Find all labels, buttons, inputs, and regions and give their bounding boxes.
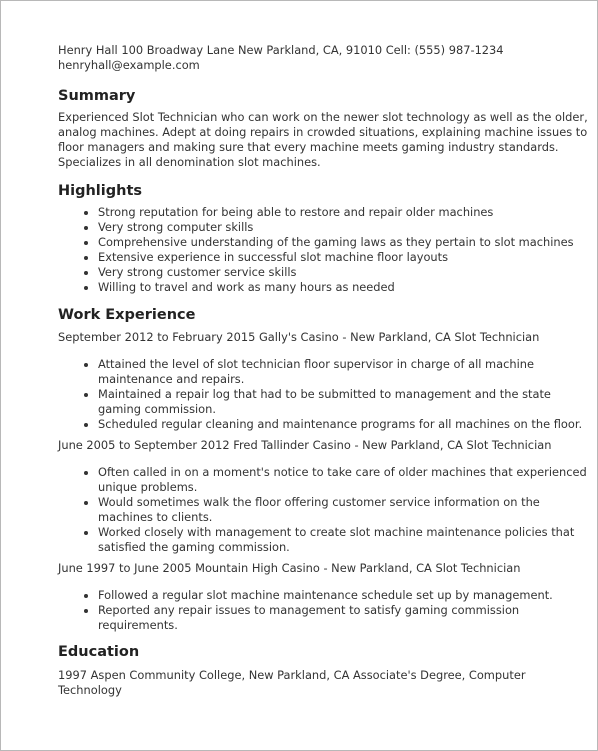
contact-info: Henry Hall 100 Broadway Lane New Parkland, CA, 91010 Cell: (555) 987-1234 bbox=[58, 43, 504, 57]
job-duty: • Followed a regular slot machine maintenance schedule set up by management. bbox=[98, 588, 590, 603]
job-header: September 2012 to February 2015 Gally's Casino - New Parkland, CA Slot Technician bbox=[58, 330, 540, 344]
highlight-item: • Very strong customer service skills bbox=[98, 265, 590, 280]
work-experience-heading: Work Experience bbox=[58, 307, 196, 323]
job-header: June 2005 to September 2012 Fred Tallinder Casino - New Parkland, CA Slot Technician bbox=[58, 438, 552, 452]
education-entry: 1997 Aspen Community College, New Parkland, CA Associate's Degree, Computer Technology bbox=[58, 668, 526, 697]
job-duty: • Reported any repair issues to management to satisfy gaming commission requirements. bbox=[98, 603, 590, 633]
highlight-item: • Very strong computer skills bbox=[98, 220, 590, 235]
job-duties-list bbox=[58, 465, 590, 555]
summary-text: Experienced Slot Technician who can work on the newer slot technology as well as the older, analog machines. Adept at doing repairs in crowded situations, explaining machine issues to floor managers and making sure that every machine meets gaming industry standards. Specializes in all denomination slot machines. bbox=[58, 110, 588, 169]
job-duties-list bbox=[58, 588, 590, 633]
contact-email: henryhall@example.com bbox=[58, 58, 200, 72]
highlight-item: • Willing to travel and work as many hours as needed bbox=[98, 280, 590, 295]
highlight-item: • Extensive experience in successful slot machine floor layouts bbox=[98, 250, 590, 265]
job-duty: • Worked closely with management to create slot machine maintenance policies that satisfied the gaming commission. bbox=[98, 525, 590, 555]
highlight-item: • Strong reputation for being able to restore and repair older machines bbox=[98, 205, 590, 220]
highlight-item: • Comprehensive understanding of the gaming laws as they pertain to slot machines bbox=[98, 235, 590, 250]
job-duty: • Maintained a repair log that had to be submitted to management and the state gaming commission. bbox=[98, 387, 590, 417]
job-duty: • Would sometimes walk the floor offering customer service information on the machines to clients. bbox=[98, 495, 590, 525]
job-duty: • Often called in on a moment's notice to take care of older machines that experienced unique problems. bbox=[98, 465, 590, 495]
highlights-heading: Highlights bbox=[58, 183, 143, 199]
job-duty: • Attained the level of slot technician floor supervisor in charge of all machine maintenance and repairs. bbox=[98, 357, 590, 387]
resume-content bbox=[58, 43, 590, 698]
job-duties-list bbox=[58, 357, 590, 432]
job-duty: • Scheduled regular cleaning and maintenance programs for all machines on the floor. bbox=[98, 417, 590, 432]
summary-heading: Summary bbox=[58, 88, 136, 104]
job-header: June 1997 to June 2005 Mountain High Casino - New Parkland, CA Slot Technician bbox=[58, 561, 521, 575]
highlights-list bbox=[58, 205, 590, 295]
education-heading: Education bbox=[58, 644, 140, 660]
